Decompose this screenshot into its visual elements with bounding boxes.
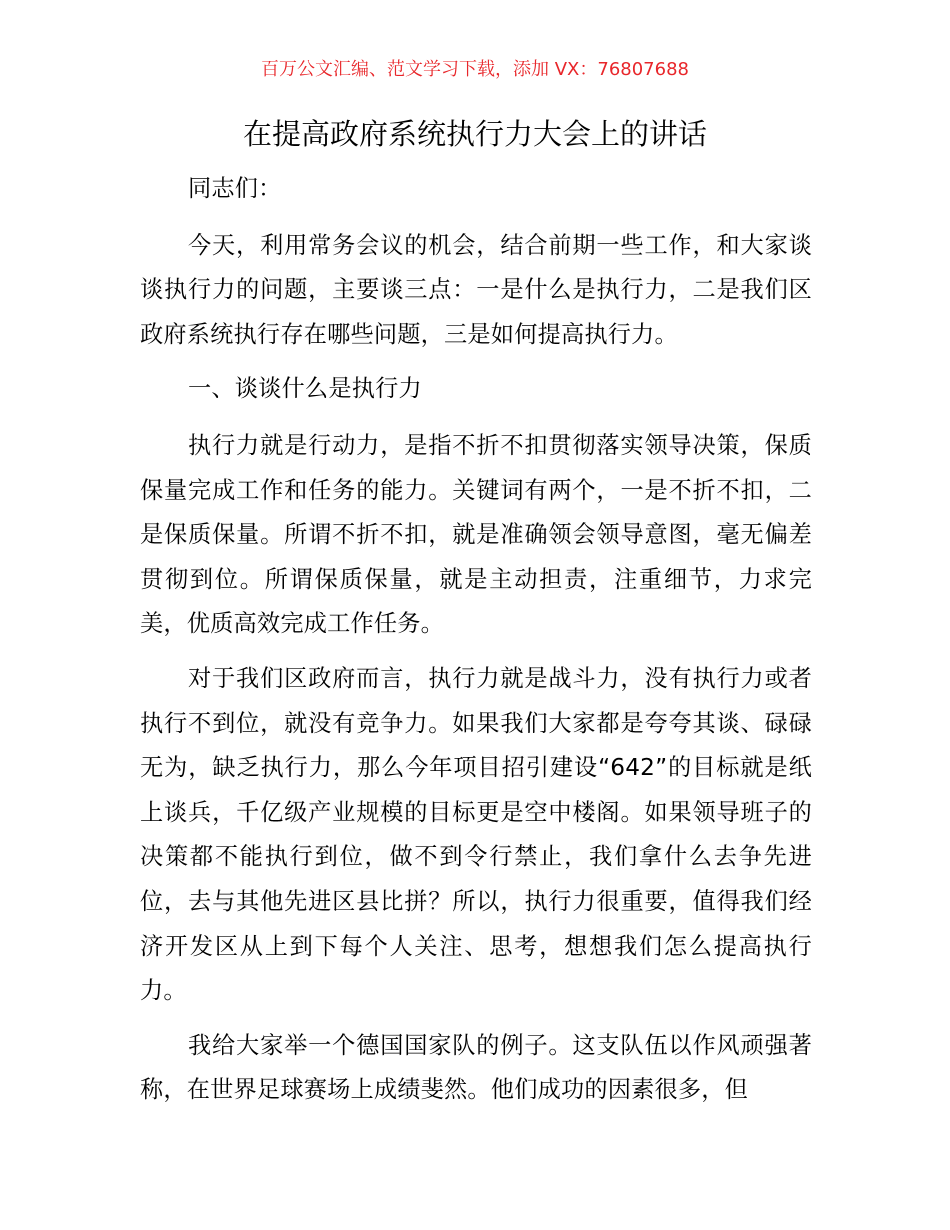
document-title: 在提高政府系统执行力大会上的讲话 <box>242 117 707 151</box>
salutation: 同志们： <box>188 175 282 202</box>
document-body <box>140 167 812 1123</box>
paragraph-example: 我给大家举一个德国国家队的例子。这支队伍以作风顽强著称，在世界足球赛场上成绩斐然。他们成功的因素很多，但 <box>140 1031 812 1104</box>
paragraph-definition: 执行力就是行动力，是指不折不扣贯彻落实领导决策，保质保量完成工作和任务的能力。关键词有两个，一是不折不扣，二是保质保量。所谓不折不扣，就是准确领会领导意图，毫无偏差贯彻到位。所谓保质保量，就是主动担责，注重细节，力求完美，优质高效完成工作任务。 <box>140 431 812 638</box>
paragraph-importance: 对于我们区政府而言，执行力就是战斗力，没有执行力或者执行不到位，就没有竞争力。如果我们大家都是夸夸其谈、碌碌无为，缺乏执行力，那么今年项目招引建设“642”的目标就是纸上谈兵，千亿级产业规模的目标更是空中楼阁。如果领导班子的决策都不能执行到位，做不到令行禁止，我们拿什么去争先进位，去与其他先进区县比拼？所以，执行力很重要，值得我们经济开发区从上到下每个人关注、思考，想想我们怎么提高执行力。 <box>140 664 812 1005</box>
section-heading-1: 一、谈谈什么是执行力 <box>188 375 422 403</box>
paragraph-intro: 今天，利用常务会议的机会，结合前期一些工作，和大家谈谈执行力的问题，主要谈三点：一是什么是执行力，二是我们区政府系统执行存在哪些问题，三是如何提高执行力。 <box>140 231 812 348</box>
watermark-header: 百万公文汇编、范文学习下载，添加 VX：76807688 <box>261 59 689 80</box>
